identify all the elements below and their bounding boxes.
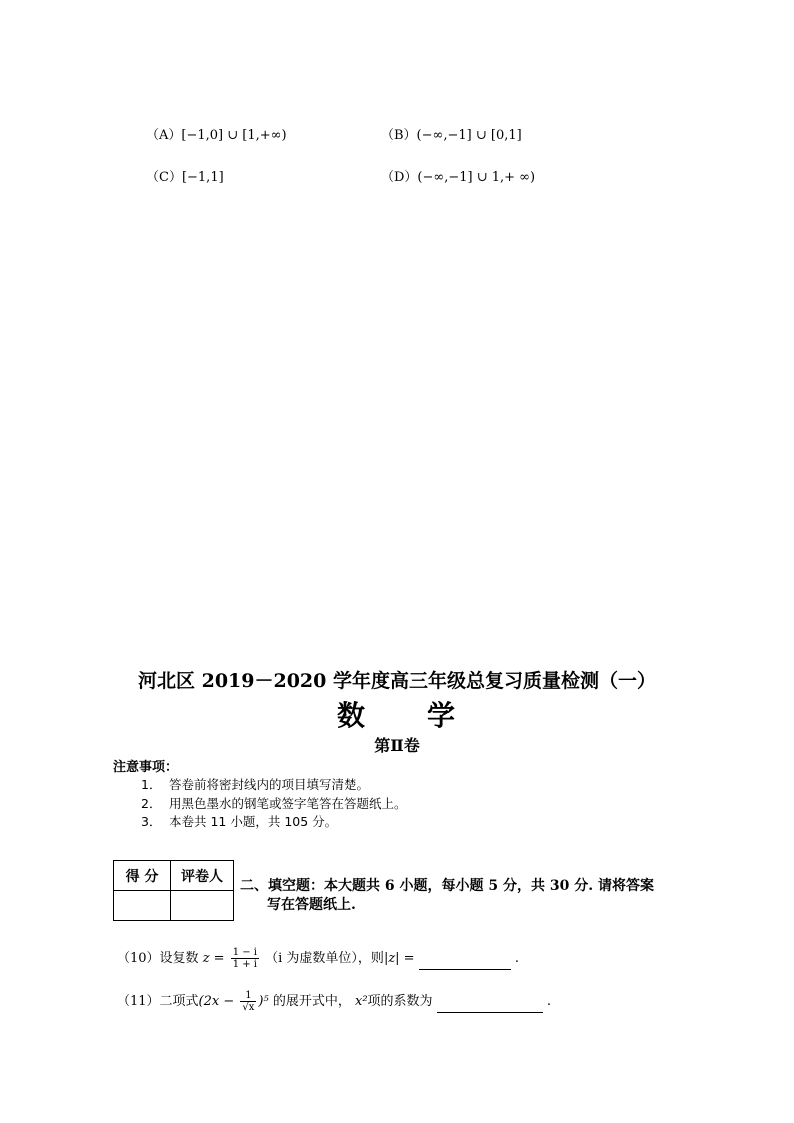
notice-item-text: 用黑色墨水的钢笔或签字笔答在答题纸上。 [169, 796, 407, 811]
q11-expr-open: (2x − [198, 994, 235, 1009]
notice-item-number: 1． [141, 777, 162, 792]
notice-item-number: 3． [141, 814, 162, 829]
subject-title: 数 学 [336, 699, 457, 732]
notice-heading: 注意事项： [113, 760, 179, 775]
section-heading: 二、填空题：本大题共 6 小题，每小题 5 分，共 30 分. 请将答案 [240, 878, 654, 894]
option-d: （D）(−∞,−1] ∪ 1,+ ∞) [381, 170, 536, 185]
q11-answer-blank[interactable] [437, 1012, 543, 1013]
q11-end: . [546, 994, 551, 1009]
score-cell[interactable] [114, 891, 171, 921]
grader-cell[interactable] [171, 891, 234, 921]
option-c: （C）[−1,1] [146, 170, 224, 185]
notice-item-number: 2． [141, 796, 162, 811]
notice-item-text: 答卷前将密封线内的项目填写清楚。 [169, 777, 370, 792]
notice-item-text: 本卷共 11 小题，共 105 分。 [169, 814, 338, 829]
q11-expr-close: )⁵ [258, 994, 269, 1009]
option-a: （A）[−1,0] ∪ [1,+∞) [146, 128, 287, 143]
q10-answer-blank[interactable] [419, 969, 511, 970]
q10-numerator: 1 − i [232, 947, 257, 958]
q11-denominator: √x [242, 1002, 255, 1013]
q10-abs: |z| = [383, 951, 415, 966]
volume-label: 第Ⅱ卷 [374, 736, 420, 755]
q11-fraction [240, 990, 256, 1013]
q10-mid: （i 为虚数单位），则 [265, 951, 384, 966]
q11-prefix: （11）二项式 [117, 994, 199, 1009]
q10-denominator: 1 + i [232, 959, 257, 970]
question-10 [117, 947, 519, 970]
q10-fraction [231, 947, 259, 970]
section-heading-cont: 写在答题纸上. [267, 897, 356, 913]
q11-numerator: 1 [240, 990, 256, 1002]
grader-header: 评卷人 [171, 861, 234, 891]
q11-after: 项的系数为 [367, 994, 433, 1009]
notice-item [141, 812, 337, 830]
question-11 [117, 990, 551, 1013]
q10-var: z = [202, 951, 225, 966]
q11-term: x² [355, 994, 368, 1009]
notice-item [141, 775, 369, 793]
exam-title: 河北区 2019－2020 学年度高三年级总复习质量检测（一） [138, 670, 656, 692]
score-table [113, 860, 234, 921]
option-b: （B）(−∞,−1] ∪ [0,1] [381, 128, 522, 143]
q10-prefix: （10）设复数 [117, 951, 199, 966]
q10-end: . [514, 951, 519, 966]
score-header: 得 分 [114, 861, 171, 891]
q11-mid: 的展开式中， [272, 994, 351, 1009]
notice-item [141, 794, 407, 812]
